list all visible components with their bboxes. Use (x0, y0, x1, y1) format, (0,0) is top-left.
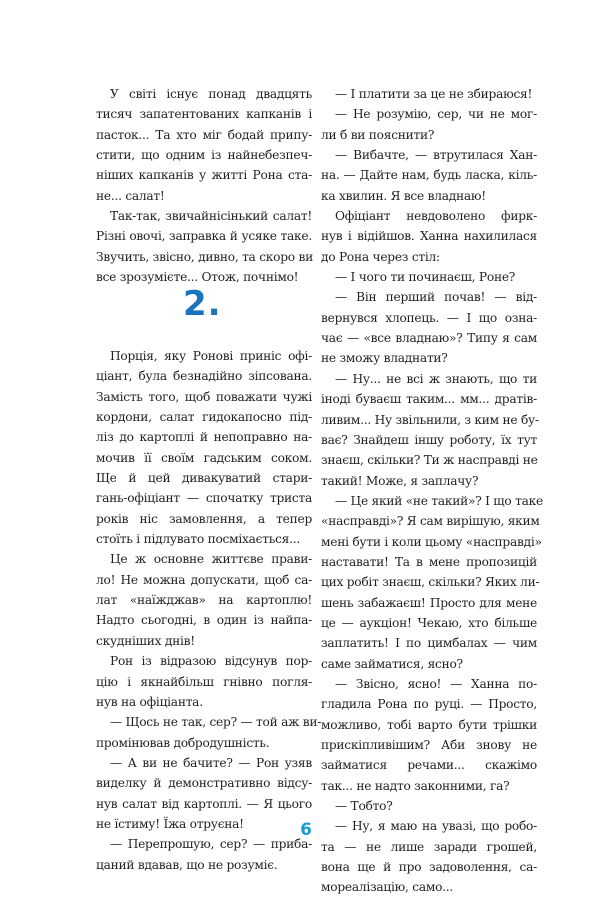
text-line: до Рона через стіл: (321, 249, 440, 264)
text-line: не... салат! (96, 188, 165, 203)
left-column-section-2 (96, 346, 322, 875)
page-number: 6 (300, 820, 312, 840)
text-line: чає — «все владнаю»? Типу я сам (321, 331, 537, 346)
text-line: можливо, тобі варто бути трішки (321, 717, 537, 732)
text-line: мені бути і коли цьому «насправді» (321, 534, 542, 549)
text-line: — Ну, я маю на увазі, що робо- (335, 819, 537, 834)
text-line: промінював добродушність. (96, 735, 270, 750)
text-line: так... не надто законними, га? (321, 778, 510, 793)
text-line: знаєш, скільки? Ти ж насправді не (321, 453, 538, 468)
text-line: — Вибачте, — втрутилася Хан- (335, 148, 537, 163)
text-line: Порція, яку Ронові приніс офі- (110, 349, 312, 363)
text-line: Надто сьогодні, в один із найпа- (96, 613, 312, 628)
text-line: років ніс замовлення, а тепер (96, 511, 312, 526)
text-line: стоїть і підлувато посміхається... (96, 532, 300, 547)
text-line: нув на офіціанта. (96, 694, 203, 709)
text-line: «насправді»? Я сам вирішую, яким (321, 514, 540, 529)
right-column (321, 84, 543, 898)
text-line: ліз до картоплі й непоправно на- (96, 430, 312, 445)
text-line: не зможу владнати? (321, 351, 448, 366)
left-column-intro (96, 84, 312, 287)
text-line: — Перепрошую, сер? — приба- (110, 837, 312, 852)
text-line: ніших капканів у житті Рона ста- (96, 168, 312, 183)
text-line: пасток... Та хто міг бодай припу- (96, 127, 312, 142)
text-line: — І чого ти починаєш, Роне? (335, 270, 516, 285)
text-line: вона ще й про задоволення, са- (321, 860, 537, 875)
text-line: не їстиму! Їжа отруєна! (96, 816, 244, 831)
text-line: — Тобто? (335, 799, 393, 814)
text-line: та — не лише заради грошей, (321, 839, 537, 854)
text-line: стити, що одним із найнебезпеч- (96, 148, 312, 163)
text-line: цію і якнайбільш гнівно погля- (96, 674, 312, 689)
text-line: мореалізацію, само... (321, 880, 454, 895)
text-line: шень забажаєш! Просто для мене (321, 595, 537, 610)
text-line: тисяч запатентованих капканів і (96, 107, 312, 122)
text-line: виделку й демонстративно відсу- (96, 776, 312, 791)
text-line: це — аукціон! Чекаю, хто більше (321, 615, 537, 630)
text-line: такий! Може, я заплачу? (321, 473, 479, 488)
text-line: мочив її своїм гадським соком. (96, 450, 312, 465)
text-line: ціант, була безнадійно зіпсована. (96, 369, 312, 384)
text-line: Рон із відразою відсунув пор- (110, 654, 312, 669)
text-line: все зрозумієте... Отож, почнімо! (96, 270, 299, 285)
text-line: заплатить! І по цимбалах — чим (321, 636, 537, 651)
text-line: Звучить, звісно, дивно, та скоро ви (96, 249, 313, 264)
text-line: цих робіт знаєш, скільки? Яких ли- (321, 575, 540, 590)
text-line: іноді буваєш таким... мм... дратів- (321, 392, 537, 407)
text-line: Це ж основне життєве прави- (110, 552, 312, 567)
text-line: лат «наїжджав» на картоплю! (96, 593, 312, 608)
text-line: — І платити за це не збираюся! (335, 87, 533, 101)
text-line: цаний вдавав, що не розуміє. (96, 857, 278, 872)
text-line: Замість того, щоб поважати чужі (96, 389, 312, 404)
text-line: — А ви не бачите? — Рон узяв (110, 755, 312, 770)
text-line: гань-офіціант — спочатку триста (96, 491, 312, 506)
text-line: У світі існує понад двадцять (110, 87, 312, 101)
text-line: — Щось не так, сер? — той аж ви- (110, 715, 322, 730)
text-line: — Це який «не такий»? І що таке (335, 493, 543, 508)
text-line: ває? Знайдеш іншу роботу, їх тут (321, 432, 537, 447)
text-line: ливим... Ну звільнили, з ким не бу- (321, 412, 539, 427)
text-line: нув і відійшов. Ханна нахилилася (321, 229, 537, 244)
text-line: Різні овочі, заправка й усяке таке. (96, 229, 312, 244)
text-line: Ще й цей дивакуватий стари- (96, 471, 312, 486)
text-line: прискіпливішим? Аби знову не (321, 738, 537, 752)
text-line: — Він перший почав! — від- (335, 290, 537, 305)
text-line: ли б ви пояснити? (321, 127, 435, 142)
text-line: наставати! Та в мене пропозицій (321, 554, 537, 569)
text-line: вернувся хлопець. — І що озна- (321, 310, 537, 325)
text-line: кордони, салат гидокапосно під- (96, 410, 312, 425)
text-line: ло! Не можна допускати, щоб са- (96, 572, 312, 587)
text-line: нув салат від картоплі. — Я цього (96, 796, 312, 811)
text-line: Офіціант невдоволено фирк- (335, 209, 537, 224)
text-line: — Ну... не всі ж знають, що ти (335, 371, 537, 386)
text-line: скудніших днів! (96, 633, 195, 648)
text-line: гладила Рона по руці. — Просто, (321, 697, 537, 712)
text-line: — Звісно, ясно! — Ханна по- (335, 676, 537, 691)
text-line: Так-так, звичайнісінький салат! (110, 209, 312, 224)
text-line: саме займатися, ясно? (321, 656, 463, 671)
chapter-heading: 2. (183, 284, 222, 324)
text-line: — Не розумію, сер, чи не мог- (335, 107, 537, 122)
text-line: ка хвилин. Я все владнаю! (321, 188, 486, 203)
text-line: займатися речами... скажімо (321, 758, 537, 773)
text-line: на. — Дайте нам, будь ласка, кіль- (321, 168, 537, 183)
